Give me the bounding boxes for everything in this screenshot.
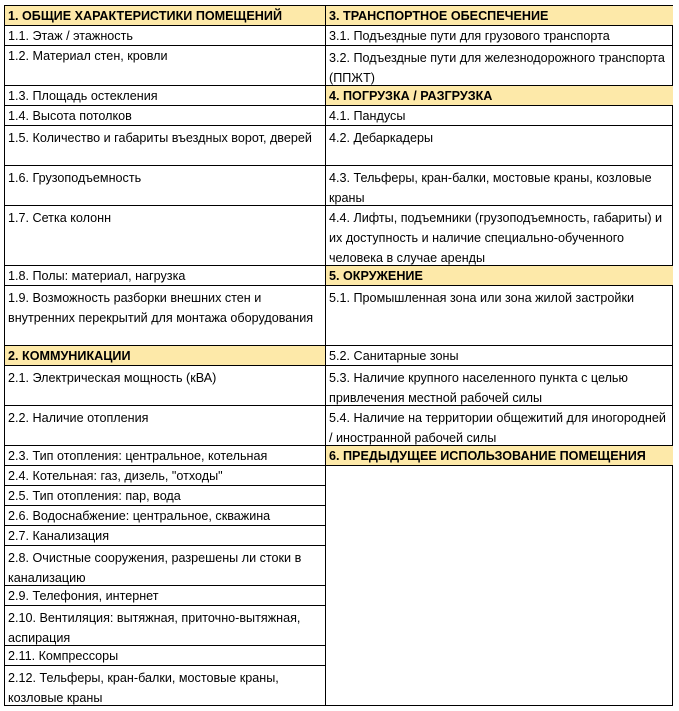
table-cell: 2.12. Тельферы, кран-балки, мостовые краны, козловые краны: [8, 671, 279, 705]
table-cell: 2.7. Канализация: [5, 526, 325, 546]
table-cell: 5.4. Наличие на территории общежитий для иногородней / иностранной рабочей силы: [326, 406, 673, 446]
table-cell: 3.2. Подъездные пути для железнодорожного транспорта (ППЖТ): [326, 46, 673, 86]
table-cell: 3.1. Подъездные пути для грузового транспорта: [326, 26, 673, 46]
section-header-previous-use: 6. ПРЕДЫДУЩЕЕ ИСПОЛЬЗОВАНИЕ ПОМЕЩЕНИЯ: [326, 446, 673, 466]
table-cell: 2.6. Водоснабжение: центральное, скважина: [5, 506, 325, 526]
table-cell: 1.4. Высота потолков: [5, 106, 325, 126]
section-header-environment: 5. ОКРУЖЕНИЕ: [326, 266, 673, 286]
table-cell: 2.2. Наличие отопления: [5, 406, 325, 446]
table-cell: 2.4. Котельная: газ, дизель, "отходы": [5, 466, 325, 486]
table-cell: 1.3. Площадь остекления: [5, 86, 325, 106]
table-cell: 2.8. Очистные сооружения, разрешены ли стоки в канализацию: [5, 546, 325, 586]
table-cell: 1.5. Количество и габариты въездных ворот, дверей: [5, 126, 325, 166]
right-column: [325, 6, 673, 705]
table-cell: 5.1. Промышленная зона или зона жилой застройки: [326, 286, 673, 346]
table-cell: 2.11. Компрессоры: [5, 646, 325, 666]
table-cell: 1.2. Материал стен, кровли: [5, 46, 325, 86]
table-cell: 5.2. Санитарные зоны: [326, 346, 673, 366]
table-cell: 1.9. Возможность разборки внешних стен и внутренних перекрытий для монтажа оборудования: [5, 286, 325, 346]
table-cell: 4.1. Пандусы: [326, 106, 673, 126]
section-header-transport: 3. ТРАНСПОРТНОЕ ОБЕСПЕЧЕНИЕ: [326, 6, 673, 26]
table-cell: 2.3. Тип отопления: центральное, котельная: [5, 446, 325, 466]
table-cell: 4.2. Дебаркадеры: [326, 126, 673, 166]
table-cell: 2.9. Телефония, интернет: [5, 586, 325, 606]
section-header-general: 1. ОБЩИЕ ХАРАКТЕРИСТИКИ ПОМЕЩЕНИЙ: [5, 6, 325, 26]
table-cell: 2.5. Тип отопления: пар, вода: [5, 486, 325, 506]
table-cell: 4.4. Лифты, подъемники (грузоподъемность, габариты) и их доступность и наличие специально-обученного человека в случае аренды: [326, 206, 673, 266]
table-cell: 1.7. Сетка колонн: [5, 206, 325, 266]
table-cell: 2.10. Вентиляция: вытяжная, приточно-вытяжная, аспирация: [5, 606, 325, 646]
table-cell: 2.1. Электрическая мощность (кВА): [5, 366, 325, 406]
table-cell: 1.6. Грузоподъемность: [5, 166, 325, 206]
table-cell: 4.3. Тельферы, кран-балки, мостовые краны, козловые краны: [326, 166, 673, 206]
section-header-communications: 2. КОММУНИКАЦИИ: [5, 346, 325, 366]
table-cell: 1.8. Полы: материал, нагрузка: [5, 266, 325, 286]
table-cell: 5.3. Наличие крупного населенного пункта с целью привлечения местной рабочей силы: [326, 366, 673, 406]
table-cell: 1.1. Этаж / этажность: [5, 26, 325, 46]
section-header-loading: 4. ПОГРУЗКА / РАЗГРУЗКА: [326, 86, 673, 106]
requirements-table: [4, 5, 673, 706]
